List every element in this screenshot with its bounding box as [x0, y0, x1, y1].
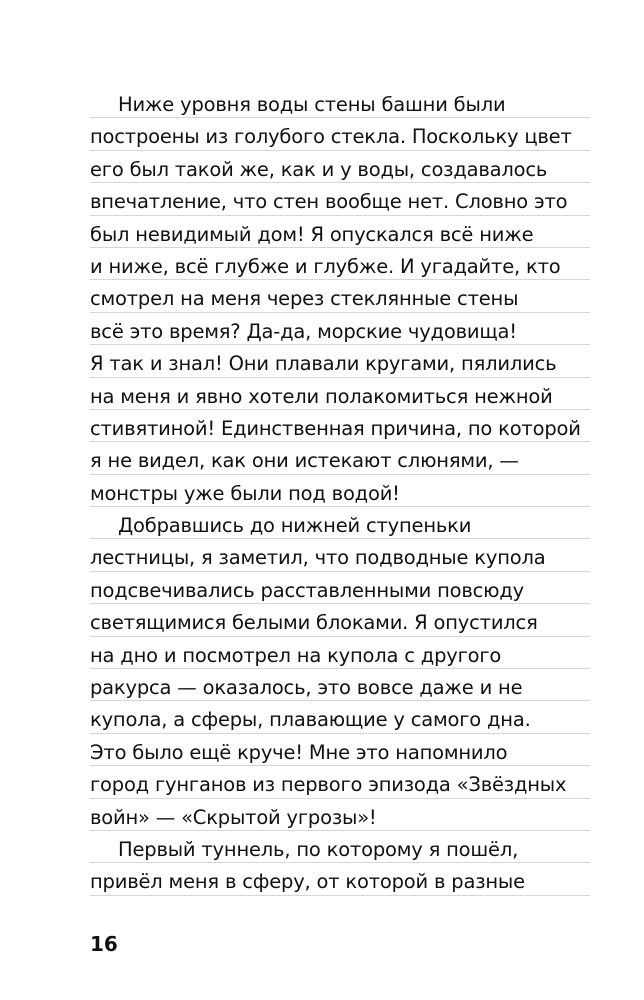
text-line-content: Добравшись до нижней ступеньки — [118, 514, 472, 538]
text-line — [90, 604, 590, 636]
text-line-content: ракурса — оказалось, это вовсе даже и не — [90, 676, 523, 700]
text-line-content: его был такой же, как и у воды, создавалось — [90, 157, 548, 181]
text-line-content: купола, а сферы, плавающие у самого дна. — [90, 708, 531, 732]
text-line — [90, 539, 590, 571]
text-line — [90, 183, 590, 215]
text-line — [90, 734, 590, 766]
text-line — [90, 280, 590, 312]
text-line — [90, 345, 590, 377]
text-line-content: я не видел, как они истекают слюнями, — — [90, 449, 519, 473]
text-line — [90, 669, 590, 701]
text-block — [90, 86, 590, 896]
text-line-content: Ниже уровня воды стены башни были — [118, 93, 506, 116]
text-line — [90, 86, 590, 118]
text-line — [90, 378, 590, 410]
text-line-content: Это было ещё круче! Мне это напомнило — [90, 740, 508, 764]
text-line-content: и ниже, всё глубже и глубже. И угадайте, кто — [90, 254, 561, 278]
text-line — [90, 475, 590, 507]
text-line — [90, 410, 590, 442]
text-line-content: был невидимый дом! Я опускался всё ниже — [90, 222, 534, 246]
text-line-content: привёл меня в сферу, от которой в разные — [90, 870, 525, 894]
text-line — [90, 863, 590, 895]
text-line — [90, 151, 590, 183]
text-line — [90, 118, 590, 150]
text-line-content: смотрел на меня через стеклянные стены — [90, 287, 519, 311]
text-line — [90, 799, 590, 831]
text-line-content: Первый туннель, по которому я пошёл, — [118, 837, 519, 861]
text-line — [90, 313, 590, 345]
text-line — [90, 637, 590, 669]
text-line — [90, 216, 590, 248]
text-line-content: всё это время? Да-да, морские чудовища! — [90, 319, 517, 343]
text-line-content: впечатление, что стен вообще нет. Словно это — [90, 190, 568, 214]
text-line-content: светящимися белыми блоками. Я опустился — [90, 611, 538, 635]
text-line-content: на дно и посмотрел на купола с другого — [90, 643, 502, 667]
page-number: 16 — [90, 932, 118, 956]
text-line — [90, 248, 590, 280]
text-line-content: войн» — «Скрытой угрозы»! — [90, 805, 377, 829]
text-line-content: город гунганов из первого эпизода «Звёздных — [90, 773, 567, 797]
text-line-content: построены из голубого стекла. Поскольку цвет — [90, 125, 572, 149]
text-line — [90, 701, 590, 733]
text-line-content: Я так и знал! Они плавали кругами, пялились — [90, 352, 557, 376]
text-line — [90, 766, 590, 798]
text-line — [90, 442, 590, 474]
text-line-content: на меня и явно хотели полакомиться нежной — [90, 384, 553, 408]
text-line — [90, 831, 590, 863]
text-line-content: лестницы, я заметил, что подводные купола — [90, 546, 546, 570]
text-line-content: подсвечивались расставленными повсюду — [90, 578, 524, 602]
text-line-content: монстры уже были под водой! — [90, 481, 400, 505]
text-line — [90, 507, 590, 539]
text-line-content: стивятиной! Единственная причина, по которой — [90, 416, 581, 440]
text-line — [90, 572, 590, 604]
